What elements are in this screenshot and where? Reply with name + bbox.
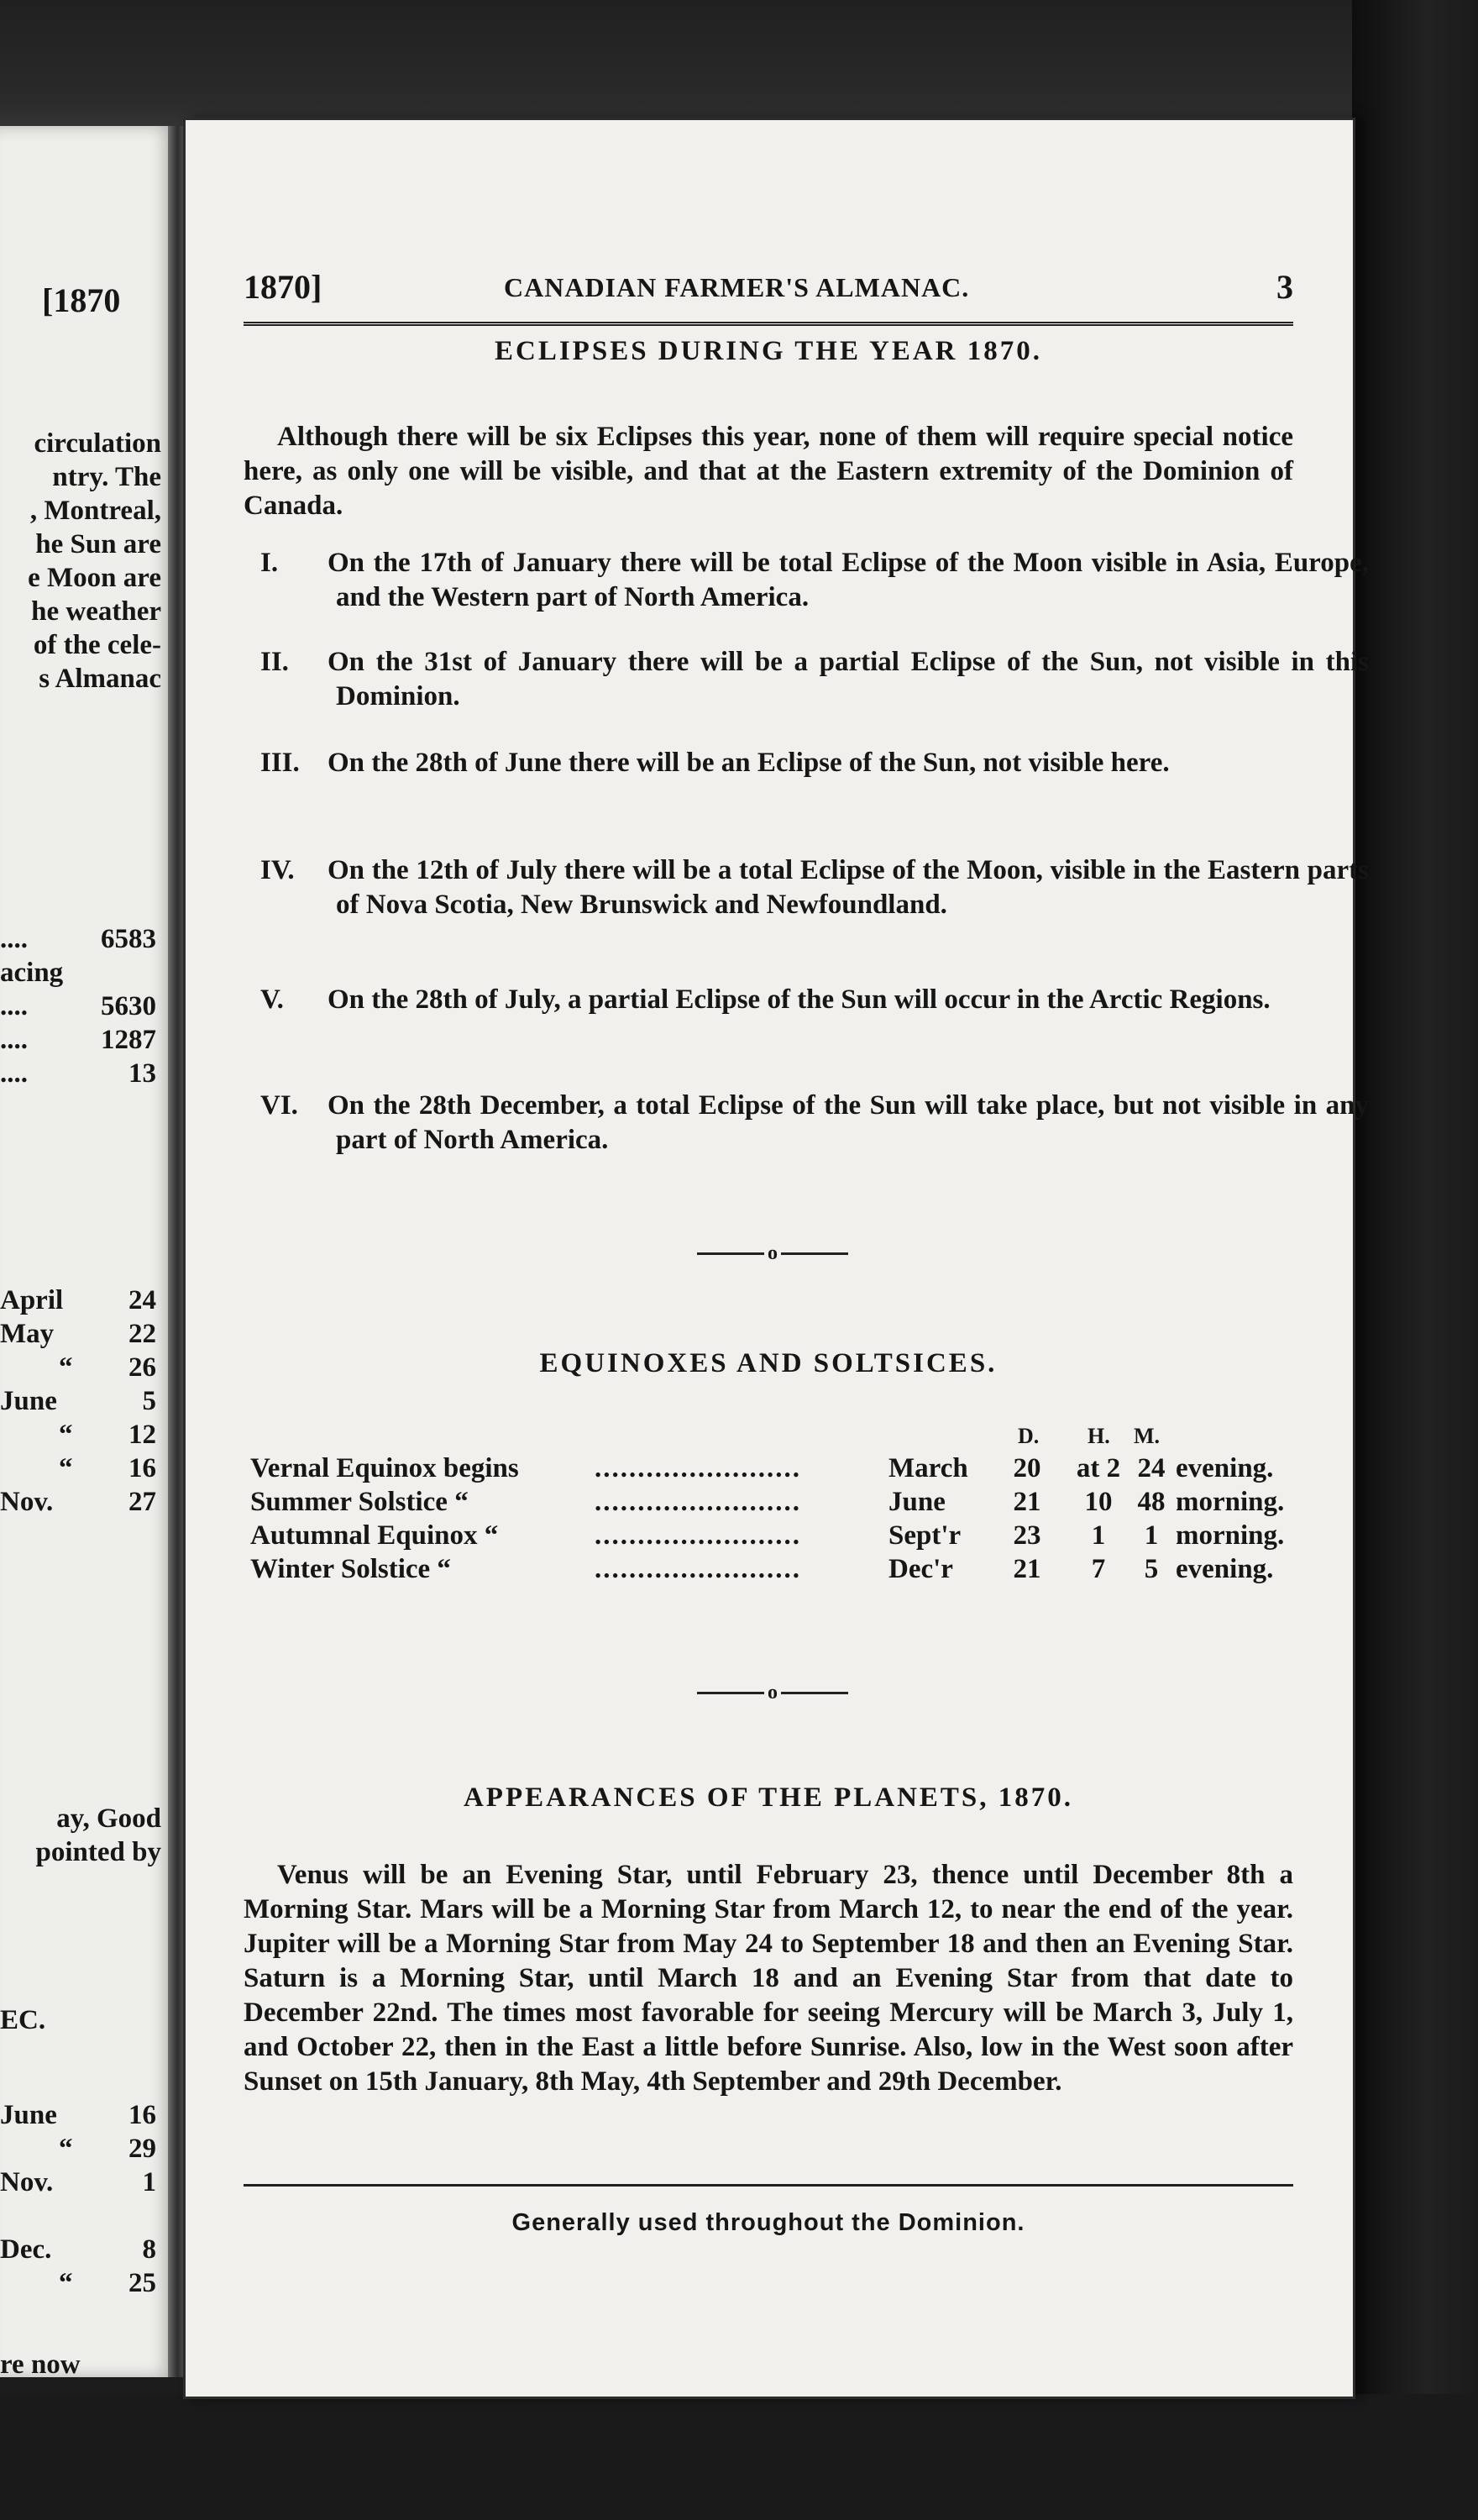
left-page-line: of the cele- <box>33 630 161 660</box>
left-page-line: e Moon are <box>28 563 161 593</box>
left-stat-row: .... 5630 <box>0 991 156 1021</box>
left-date-row: April 24 <box>0 1285 156 1315</box>
eclipse-item: II. On the 31st of January there will be a partial Eclipse of the Sun, not visible in this Dominion. <box>260 647 1369 711</box>
left-date-row: June 16 <box>0 2100 156 2130</box>
left-page-line: pointed by <box>35 1837 161 1867</box>
left-date-row: “ 16 <box>59 1453 156 1483</box>
left-page-line: , Montreal, <box>29 496 161 526</box>
left-page-line: s Almanac <box>39 664 161 694</box>
footer-rule <box>244 2184 1293 2187</box>
eclipse-item: III. On the 28th of June there will be an Eclipse of the Sun, not visible here. <box>260 748 1170 778</box>
left-page-line: ay, Good <box>56 1803 161 1834</box>
left-date-row: Nov. 27 <box>0 1487 156 1517</box>
left-date-row: “ 29 <box>59 2134 156 2164</box>
column-header-minute: M. <box>1134 1424 1161 1448</box>
header-rule <box>244 322 1293 326</box>
page-footer-slogan: Generally used throughout the Dominion. <box>511 2209 1025 2236</box>
eclipse-item: VI. On the 28th December, a total Eclipse of the Sun will take place, but not visible in any part of North America. <box>260 1090 1369 1155</box>
column-header-hour: H. <box>1088 1424 1110 1448</box>
left-date-row: “ 26 <box>59 1352 156 1383</box>
equinox-row: Vernal Equinox begins ........................ March 20 at 2 24 evening. <box>250 1453 1274 1483</box>
left-date-row: Nov. 1 <box>0 2167 156 2197</box>
left-page-line: ntry. The <box>52 462 161 492</box>
eclipse-item: V. On the 28th of July, a partial Eclipse of the Sun will occur in the Arctic Regions. <box>260 984 1271 1015</box>
page-header-title: CANADIAN FARMER'S ALMANAC. <box>504 272 970 302</box>
left-date-row: “ 25 <box>59 2268 156 2298</box>
eclipse-item: IV. On the 12th of July there will be a total Eclipse of the Moon, visible in the Eastern parts of Nova Scotia, New Brunswick and Newfoundland. <box>260 855 1369 920</box>
left-facing-page <box>0 126 176 2380</box>
planets-paragraph: Venus will be an Evening Star, until February 23, thence until December 8th a Morning Star. Mars will be a Morning Star from March 12, to near the end of the year. Jupiter will be a Morning Star from May 24 to September 18 and then an Evening Star. Saturn is a Morning Star, until March 18 and an Evening Star from that date to December 22nd. The times most favorable for seeing Mercury will be March 3, July 1, and October 22, then in the East a little before Sunrise. Also, low in the West soon after Sunset on 15th January, 8th May, 4th September and 29th December. <box>244 1860 1293 2097</box>
equinox-row: Summer Solstice “ ........................ June 21 10 48 morning. <box>250 1487 1285 1517</box>
left-stat-row: acing <box>0 958 64 988</box>
page-header <box>244 267 1293 309</box>
left-date-row: Dec. 8 <box>0 2234 156 2265</box>
equinox-row: Autumnal Equinox “ ........................ Sept'r 23 1 1 morning. <box>250 1520 1285 1551</box>
eclipse-item: I. On the 17th of January there will be total Eclipse of the Moon visible in Asia, Europe, and the Western part of North America. <box>260 548 1369 612</box>
left-page-line: he weather <box>31 596 161 627</box>
equinox-row: Winter Solstice “ ........................ Dec'r 21 7 5 evening. <box>250 1554 1274 1584</box>
eclipses-intro-paragraph: Although there will be six Eclipses this year, none of them will require special notice here, as only one will be visible, and that at the Eastern extremity of the Dominion of Canada. <box>244 422 1293 521</box>
scan-background-right <box>1352 0 1478 2520</box>
page-number: 3 <box>1276 268 1293 306</box>
scan-background-bottom <box>0 2394 1478 2520</box>
left-page-line: he Sun are <box>35 529 161 559</box>
left-date-row: May 22 <box>0 1319 156 1349</box>
left-date-row: “ 12 <box>59 1420 156 1450</box>
equinoxes-section-title: EQUINOXES AND SOLTSICES. <box>539 1348 998 1378</box>
eclipses-section-title: ECLIPSES DURING THE YEAR 1870. <box>494 336 1043 366</box>
left-stat-row: .... 1287 <box>0 1025 156 1055</box>
left-stat-row: .... 6583 <box>0 924 156 954</box>
left-stat-row: .... 13 <box>0 1058 156 1089</box>
page-header-year: 1870] <box>244 268 322 306</box>
left-page-year-tab: [1870 <box>42 284 121 318</box>
column-header-day: D. <box>1018 1424 1040 1448</box>
left-page-heading: EC. <box>0 2005 46 2035</box>
left-page-footer-fragment: re now <box>0 2349 81 2380</box>
planets-section-title: APPEARANCES OF THE PLANETS, 1870. <box>463 1782 1074 1813</box>
section-separator: o <box>697 1684 848 1701</box>
left-page-line: circulation <box>34 428 161 459</box>
left-date-row: June 5 <box>0 1386 156 1416</box>
section-separator: o <box>697 1245 848 1262</box>
